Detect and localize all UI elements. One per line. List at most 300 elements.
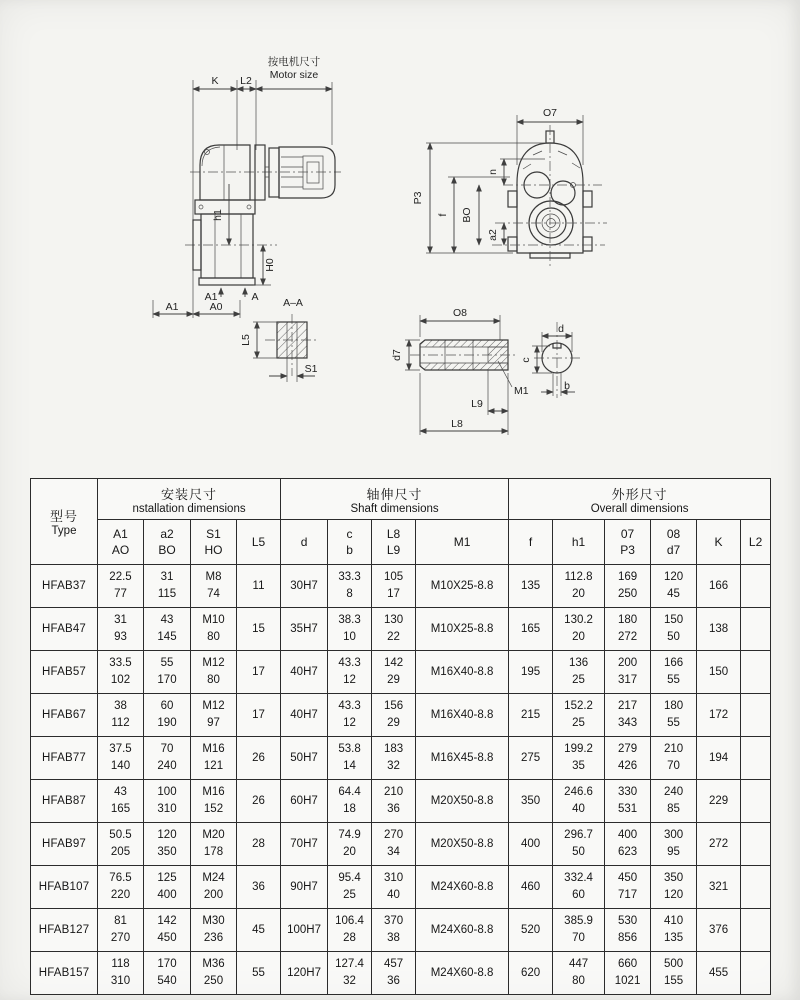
dimension-value: 217 xyxy=(617,700,638,712)
dimension-value: 32 xyxy=(343,975,356,987)
dimension-value: 30H7 xyxy=(290,579,318,592)
side-view-geometry xyxy=(153,80,341,318)
column-header xyxy=(237,520,281,565)
dimension-cell xyxy=(697,909,741,952)
dimension-value: 1021 xyxy=(614,975,641,987)
dimension-cell xyxy=(741,608,771,651)
column-label-top: 08 xyxy=(666,527,681,541)
dimension-value: 236 xyxy=(203,932,224,944)
dimension-value: M16 xyxy=(202,743,225,755)
dimension-cell xyxy=(144,823,191,866)
row-type: HFAB47 xyxy=(31,608,98,651)
dimension-value: 165 xyxy=(110,803,131,815)
column-label-top: K xyxy=(714,535,723,549)
dimension-cell xyxy=(98,737,144,780)
dimension-cell xyxy=(144,565,191,608)
dimension-value: 14 xyxy=(343,760,356,772)
dimension-value: 25 xyxy=(572,717,585,729)
dimension-value: 97 xyxy=(207,717,220,729)
dimension-cell xyxy=(741,823,771,866)
group-header xyxy=(98,479,281,520)
dimension-cell xyxy=(281,651,328,694)
dimension-value: 36 xyxy=(387,803,400,815)
dimension-value: 215 xyxy=(520,708,541,721)
dimension-cell xyxy=(697,694,741,737)
dimension-cell xyxy=(328,909,372,952)
dimension-cell xyxy=(328,565,372,608)
dimension-value: M24X60-8.8 xyxy=(430,923,494,936)
dimension-cell xyxy=(651,608,697,651)
dim-label-a2: a2 xyxy=(487,229,499,241)
dimension-cell xyxy=(553,780,605,823)
dimension-cell xyxy=(144,866,191,909)
dimension-value: 74.9 xyxy=(338,829,361,841)
dimension-value: M20X50-8.8 xyxy=(430,794,494,807)
dimension-value: 36 xyxy=(387,975,400,987)
dimension-value: 26 xyxy=(252,794,265,807)
dimension-value: 34 xyxy=(387,846,400,858)
dimension-cell xyxy=(605,565,651,608)
group-header-en: Shaft dimensions xyxy=(350,502,439,515)
dimension-cell xyxy=(191,823,237,866)
dimension-value: 70 xyxy=(160,743,174,755)
column-header xyxy=(553,520,605,565)
dimension-value: M10X25-8.8 xyxy=(430,579,494,592)
dimension-cell xyxy=(605,909,651,952)
shaft-section-geometry xyxy=(532,322,582,398)
column-label-bottom: b xyxy=(346,543,353,557)
dimension-value: 166 xyxy=(708,579,729,592)
dimension-value: 45 xyxy=(667,588,680,600)
dimension-cell xyxy=(416,866,509,909)
dimension-value: 270 xyxy=(383,829,404,841)
dimension-cell xyxy=(98,694,144,737)
dimension-cell xyxy=(741,565,771,608)
dimension-cell xyxy=(553,823,605,866)
dimension-cell xyxy=(281,866,328,909)
dimension-value: 60H7 xyxy=(290,794,318,807)
header-row xyxy=(31,479,771,520)
shaft-section-drawing xyxy=(520,300,610,410)
column-header xyxy=(697,520,741,565)
dim-label-l5: L5 xyxy=(240,334,252,346)
dimension-value: 170 xyxy=(157,958,177,970)
dimension-cell xyxy=(237,694,281,737)
dimension-value: 120 xyxy=(663,571,684,583)
dimension-cell xyxy=(697,823,741,866)
dimension-value: 400 xyxy=(157,889,177,901)
dimension-value: 660 xyxy=(617,958,638,970)
dimension-value: 81 xyxy=(114,915,127,927)
table-row xyxy=(31,952,771,995)
dimension-value: 180 xyxy=(617,614,638,626)
table-row xyxy=(31,780,771,823)
dimension-value: 29 xyxy=(387,674,400,686)
dimension-value: M16X40-8.8 xyxy=(430,665,494,678)
dimension-value: 74 xyxy=(207,588,220,600)
row-type: HFAB67 xyxy=(31,694,98,737)
dimension-cell xyxy=(651,651,697,694)
dimension-value: 246.6 xyxy=(564,786,593,798)
dimension-value: 28 xyxy=(343,932,356,944)
dimension-cell xyxy=(191,866,237,909)
dimension-value: 55 xyxy=(667,717,680,729)
dimension-value: 33.3 xyxy=(338,571,361,583)
dimension-value: 531 xyxy=(617,803,638,815)
dimension-value: M8 xyxy=(205,571,222,583)
dimension-cell xyxy=(191,952,237,995)
dimension-value: 152 xyxy=(203,803,224,815)
dimension-value: 70 xyxy=(572,932,585,944)
dimension-cell xyxy=(553,737,605,780)
dimension-value: 76.5 xyxy=(109,872,132,884)
dim-label-s1: S1 xyxy=(304,363,318,375)
dimension-value: 22 xyxy=(387,631,400,643)
dimension-cell xyxy=(372,780,416,823)
dimension-value: 310 xyxy=(157,803,177,815)
dimension-value: 540 xyxy=(157,975,177,987)
column-header xyxy=(509,520,553,565)
dimension-value: M16X45-8.8 xyxy=(430,751,494,764)
dimension-value: 102 xyxy=(110,674,131,686)
dimension-value: 125 xyxy=(157,872,177,884)
dimension-value: 25 xyxy=(572,674,585,686)
dimension-value: 426 xyxy=(617,760,638,772)
dimension-value: 370 xyxy=(383,915,404,927)
dimension-value: 240 xyxy=(663,786,684,798)
dimension-cell xyxy=(416,909,509,952)
dimension-cell xyxy=(416,780,509,823)
dimension-value: 450 xyxy=(617,872,638,884)
dimension-value: 142 xyxy=(157,915,177,927)
dimension-cell xyxy=(237,737,281,780)
dimension-value: 205 xyxy=(110,846,131,858)
dimension-value: 310 xyxy=(110,975,131,987)
dimension-cell xyxy=(697,651,741,694)
dim-label-l9: L9 xyxy=(471,398,483,410)
dimension-value: 90H7 xyxy=(290,880,318,893)
dimension-value: 135 xyxy=(520,579,541,592)
column-label-bottom: BO xyxy=(158,543,176,557)
dimension-cell xyxy=(328,866,372,909)
dimension-value: 77 xyxy=(114,588,127,600)
dimension-cell xyxy=(372,952,416,995)
dimension-value: 150 xyxy=(708,665,729,678)
column-label-top: a2 xyxy=(160,527,174,541)
dimension-value: 455 xyxy=(708,966,729,979)
column-label-top: S1 xyxy=(206,527,221,541)
dimension-cell xyxy=(191,565,237,608)
group-header-en: nstallation dimensions xyxy=(132,502,246,515)
dimension-value: 450 xyxy=(157,932,177,944)
dimension-cell xyxy=(98,823,144,866)
dimension-value: 500 xyxy=(663,958,684,970)
dimension-cell xyxy=(191,694,237,737)
dimension-value: 310 xyxy=(383,872,404,884)
dimension-value: 60 xyxy=(160,700,174,712)
dimension-cell xyxy=(144,608,191,651)
dimension-value: 145 xyxy=(157,631,177,643)
dimension-value: 70H7 xyxy=(290,837,318,850)
dimension-value: 623 xyxy=(617,846,638,858)
dimension-cell xyxy=(651,866,697,909)
dimension-value: 240 xyxy=(157,760,177,772)
column-header xyxy=(605,520,651,565)
dimension-cell xyxy=(605,823,651,866)
dim-label-h0: H0 xyxy=(264,258,276,272)
dimension-cell xyxy=(328,952,372,995)
dimension-value: 460 xyxy=(520,880,541,893)
column-label-top: h1 xyxy=(571,535,586,549)
dimension-cell xyxy=(144,909,191,952)
dim-label-d: d xyxy=(558,323,564,335)
dimension-value: 120H7 xyxy=(287,966,321,979)
table-row xyxy=(31,866,771,909)
column-label-top: L8 xyxy=(386,527,401,541)
dimension-value: 343 xyxy=(617,717,638,729)
dimension-cell xyxy=(651,823,697,866)
dimension-value: 40 xyxy=(387,889,400,901)
dimension-value: 272 xyxy=(617,631,638,643)
dimension-cell xyxy=(281,608,328,651)
dimension-value: 12 xyxy=(343,717,356,729)
dimension-cell xyxy=(372,823,416,866)
dimension-value: 156 xyxy=(383,700,404,712)
row-type: HFAB107 xyxy=(31,866,98,909)
dimension-cell xyxy=(328,608,372,651)
dimension-cell xyxy=(605,952,651,995)
dimension-value: 70 xyxy=(667,760,680,772)
dimension-cell xyxy=(144,737,191,780)
dimension-value: 138 xyxy=(708,622,729,635)
dimension-value: 50H7 xyxy=(290,751,318,764)
dimension-value: M36 xyxy=(202,958,225,970)
dimension-cell xyxy=(741,866,771,909)
dimension-value: 220 xyxy=(110,889,131,901)
dimension-cell xyxy=(697,565,741,608)
motor-size-label-cn: 按电机尺寸 xyxy=(267,56,321,68)
dimension-value: 165 xyxy=(520,622,541,635)
table-row xyxy=(31,565,771,608)
dimension-cell xyxy=(553,565,605,608)
dimension-cell xyxy=(509,608,553,651)
dimension-value: 106.4 xyxy=(335,915,364,927)
dimension-cell xyxy=(416,651,509,694)
dim-label-h1: h1 xyxy=(212,209,224,221)
dimension-value: 155 xyxy=(663,975,684,987)
dim-label-a1: A1 xyxy=(165,301,179,313)
dimension-value: 178 xyxy=(203,846,224,858)
dimension-cell xyxy=(98,952,144,995)
row-type: HFAB97 xyxy=(31,823,98,866)
dimension-value: 200 xyxy=(617,657,638,669)
dimension-value: 43.3 xyxy=(338,700,361,712)
dimension-cell xyxy=(416,565,509,608)
dimension-value: 43 xyxy=(114,786,127,798)
dimension-value: 250 xyxy=(617,588,638,600)
group-header-en: Overall dimensions xyxy=(590,502,689,515)
dim-label-n: n xyxy=(487,169,499,175)
dimension-cell xyxy=(281,952,328,995)
dimension-value: 95.4 xyxy=(338,872,361,884)
dimension-value: 15 xyxy=(252,622,265,635)
column-label-top: M1 xyxy=(453,535,471,549)
dimension-value: 169 xyxy=(617,571,638,583)
dimension-value: 22.5 xyxy=(109,571,132,583)
dimension-cell xyxy=(328,651,372,694)
table-row xyxy=(31,608,771,651)
dimension-value: 60 xyxy=(572,889,585,901)
dimension-value: 80 xyxy=(207,631,220,643)
front-view-drawing xyxy=(400,95,700,295)
dimension-value: 170 xyxy=(157,674,177,686)
dimension-value: M12 xyxy=(202,657,225,669)
dimension-cell xyxy=(553,608,605,651)
column-label-bottom: AO xyxy=(111,543,130,557)
dimension-value: 37.5 xyxy=(109,743,132,755)
type-header xyxy=(31,479,98,565)
dimension-value: 95 xyxy=(667,846,680,858)
dimension-value: 31 xyxy=(114,614,127,626)
dimension-value: 520 xyxy=(520,923,541,936)
side-view-drawing xyxy=(145,50,355,320)
dimension-value: 10 xyxy=(343,631,356,643)
dimension-cell xyxy=(144,651,191,694)
motor-size-label-en: Motor size xyxy=(269,69,319,81)
dimension-value: 199.2 xyxy=(564,743,593,755)
dimension-value: 317 xyxy=(617,674,638,686)
dimension-cell xyxy=(372,694,416,737)
dimension-cell xyxy=(509,651,553,694)
dimension-value: 272 xyxy=(708,837,729,850)
dimension-cell xyxy=(191,651,237,694)
dimension-value: 530 xyxy=(617,915,638,927)
dim-label-l2: L2 xyxy=(240,75,252,87)
dimension-value: 43.3 xyxy=(338,657,361,669)
dimension-value: 135 xyxy=(663,932,684,944)
dimension-value: 385.9 xyxy=(564,915,593,927)
dimension-value: 330 xyxy=(617,786,638,798)
column-header xyxy=(144,520,191,565)
dimension-value: 400 xyxy=(520,837,541,850)
column-label-top: 07 xyxy=(620,527,635,541)
column-label-bottom: P3 xyxy=(620,543,635,557)
dimension-cell xyxy=(416,952,509,995)
dimension-value: 38 xyxy=(387,932,400,944)
dimension-value: 172 xyxy=(708,708,729,721)
dimension-value: 50 xyxy=(572,846,585,858)
dimension-value: 38 xyxy=(114,700,127,712)
dimension-cell xyxy=(98,565,144,608)
dimension-value: 350 xyxy=(520,794,541,807)
dimension-value: 332.4 xyxy=(564,872,593,884)
dimension-value: M12 xyxy=(202,700,225,712)
dimension-cell xyxy=(553,651,605,694)
dimension-cell xyxy=(281,780,328,823)
column-label-bottom: d7 xyxy=(666,543,681,557)
group-header xyxy=(509,479,771,520)
dimension-cell xyxy=(509,952,553,995)
dimension-value: 17 xyxy=(387,588,400,600)
dimension-cell xyxy=(605,694,651,737)
dimension-cell xyxy=(98,651,144,694)
dimension-cell xyxy=(144,694,191,737)
dimension-value: 45 xyxy=(252,923,265,936)
dimension-cell xyxy=(144,780,191,823)
dimension-value: 400 xyxy=(617,829,638,841)
dimension-value: 25 xyxy=(343,889,356,901)
dimension-cell xyxy=(328,823,372,866)
dimension-value: 166 xyxy=(663,657,684,669)
dimension-value: 296.7 xyxy=(564,829,593,841)
column-label-bottom: L9 xyxy=(386,543,401,557)
dimension-cell xyxy=(651,694,697,737)
row-type: HFAB127 xyxy=(31,909,98,952)
dimension-value: 210 xyxy=(383,786,404,798)
dimension-cell xyxy=(605,780,651,823)
dimension-cell xyxy=(553,694,605,737)
dim-label-a1-tick: A1 xyxy=(204,291,218,303)
dim-label-c: c xyxy=(520,357,532,363)
dimension-value: 100H7 xyxy=(287,923,321,936)
dimension-value: 100 xyxy=(157,786,177,798)
dimension-cell xyxy=(741,780,771,823)
dimension-cell xyxy=(553,909,605,952)
shaft-drawing xyxy=(385,295,535,445)
dim-label-f: f xyxy=(437,213,449,217)
dim-label-a0: A0 xyxy=(209,301,223,313)
dimension-cell xyxy=(509,565,553,608)
dimension-cell xyxy=(144,952,191,995)
dimension-cell xyxy=(372,737,416,780)
dimension-value: 20 xyxy=(572,588,585,600)
dimension-cell xyxy=(372,608,416,651)
dimension-cell xyxy=(98,866,144,909)
dimension-cell xyxy=(509,823,553,866)
dimension-value: 350 xyxy=(157,846,177,858)
section-aa-drawing xyxy=(235,290,365,410)
dim-label-o7: O7 xyxy=(542,107,558,119)
dimension-value: 20 xyxy=(343,846,356,858)
dimension-value: 620 xyxy=(520,966,541,979)
dimension-value: 447 xyxy=(568,958,589,970)
dimension-cell xyxy=(328,780,372,823)
dimension-cell xyxy=(509,737,553,780)
group-header-cn: 安装尺寸 xyxy=(161,486,218,502)
dimension-table-wrap xyxy=(30,478,770,995)
column-header xyxy=(416,520,509,565)
dimension-cell xyxy=(281,565,328,608)
dimension-value: 112.8 xyxy=(564,571,593,583)
column-header xyxy=(328,520,372,565)
dimension-value: 85 xyxy=(667,803,680,815)
dimension-value: 410 xyxy=(663,915,684,927)
dimension-cell xyxy=(98,780,144,823)
dimension-value: 300 xyxy=(663,829,684,841)
dimension-cell xyxy=(416,608,509,651)
dimension-cell xyxy=(372,651,416,694)
dimension-value: 93 xyxy=(114,631,127,643)
dimension-value: 12 xyxy=(343,674,356,686)
dimension-cell xyxy=(191,737,237,780)
dimension-value: 53.8 xyxy=(338,743,361,755)
dimension-cell xyxy=(605,737,651,780)
dimension-value: 200 xyxy=(203,889,224,901)
dimension-value: M30 xyxy=(202,915,225,927)
dimension-value: 11 xyxy=(252,579,265,592)
dimension-value: 50 xyxy=(667,631,680,643)
dimension-cell xyxy=(605,866,651,909)
